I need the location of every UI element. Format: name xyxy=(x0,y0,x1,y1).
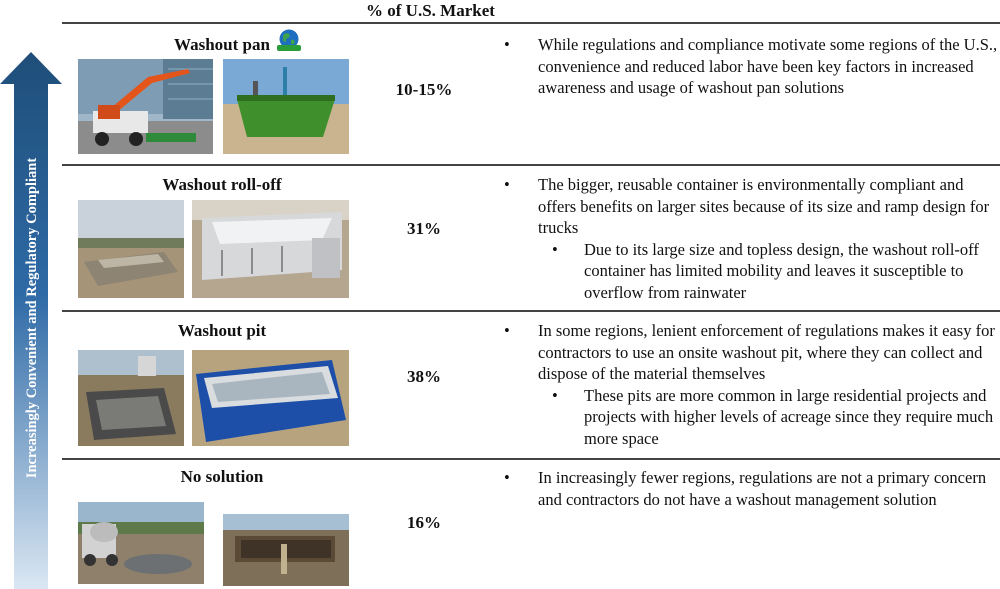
no-solution-site-photo xyxy=(223,514,349,586)
bullet-dot: • xyxy=(504,321,510,340)
bullet-list xyxy=(500,467,1000,510)
row-title: Washout roll-off xyxy=(162,175,282,194)
bullet-text: Due to its large size and topless design, the washout roll-off container has limited mobility and leaves it susceptible to overflow from rainwater xyxy=(584,239,979,302)
bullet-dot: • xyxy=(504,468,510,487)
row-title: Washout pan xyxy=(174,35,270,54)
bullet-text: In increasingly fewer regions, regulations are not a primary concern and contractors do not have a washout management solution xyxy=(538,468,987,509)
row-no-solution xyxy=(62,460,1000,589)
row-title: No solution xyxy=(180,467,264,486)
sub-bullet-item xyxy=(500,385,1000,450)
bullet-dot: • xyxy=(504,175,510,194)
bullet-text: In some regions, lenient enforcement of regulations makes it easy for contractors to use an onsite washout pit, where they can collect and dispose of the material themselves xyxy=(538,321,995,383)
washout-pan-bin-photo xyxy=(223,59,349,154)
market-share-header: % of U.S. Market xyxy=(366,1,495,20)
bullet-item xyxy=(500,320,1000,385)
row-washout-roll-off xyxy=(62,166,1000,310)
roll-off-container-photo xyxy=(192,200,349,298)
bullet-item xyxy=(500,174,1000,239)
market-percent: 31% xyxy=(407,219,441,238)
globe-logo-icon xyxy=(275,28,303,52)
bullet-item xyxy=(500,467,1000,510)
bullet-item xyxy=(500,34,1000,99)
row-washout-pit xyxy=(62,312,1000,458)
bullet-text: These pits are more common in large residential projects and projects with higher levels of acreage since they require much more space xyxy=(584,385,994,448)
bullet-dot: • xyxy=(504,35,510,54)
roll-off-site-photo xyxy=(78,200,184,298)
bullet-list xyxy=(500,320,1000,449)
market-percent: 38% xyxy=(407,367,441,386)
no-solution-truck-photo xyxy=(78,502,204,584)
market-percent: 16% xyxy=(407,513,441,532)
row-title: Washout pit xyxy=(177,321,267,340)
row-washout-pan xyxy=(62,24,1000,164)
arrow-label: Increasingly Convenient and Regulatory Compliant xyxy=(24,157,40,479)
bullet-list xyxy=(500,34,1000,99)
bullet-dot: • xyxy=(552,239,558,259)
bullet-dot: • xyxy=(552,385,558,405)
washout-pit-photo xyxy=(78,350,184,446)
washout-pan-truck-photo xyxy=(78,59,213,154)
bullet-text: While regulations and compliance motivate some regions of the U.S., convenience and reduced labor have been key factors in increased awareness and usage of washout pan solutions xyxy=(538,35,998,97)
bullet-text: The bigger, reusable container is environmentally compliant and offers benefits on larger sites because of its size and ramp design for trucks xyxy=(538,175,990,237)
bullet-list xyxy=(500,174,1000,303)
sub-bullet-item xyxy=(500,239,1000,304)
market-percent: 10-15% xyxy=(395,80,453,99)
washout-pit-liner-photo xyxy=(192,350,349,446)
